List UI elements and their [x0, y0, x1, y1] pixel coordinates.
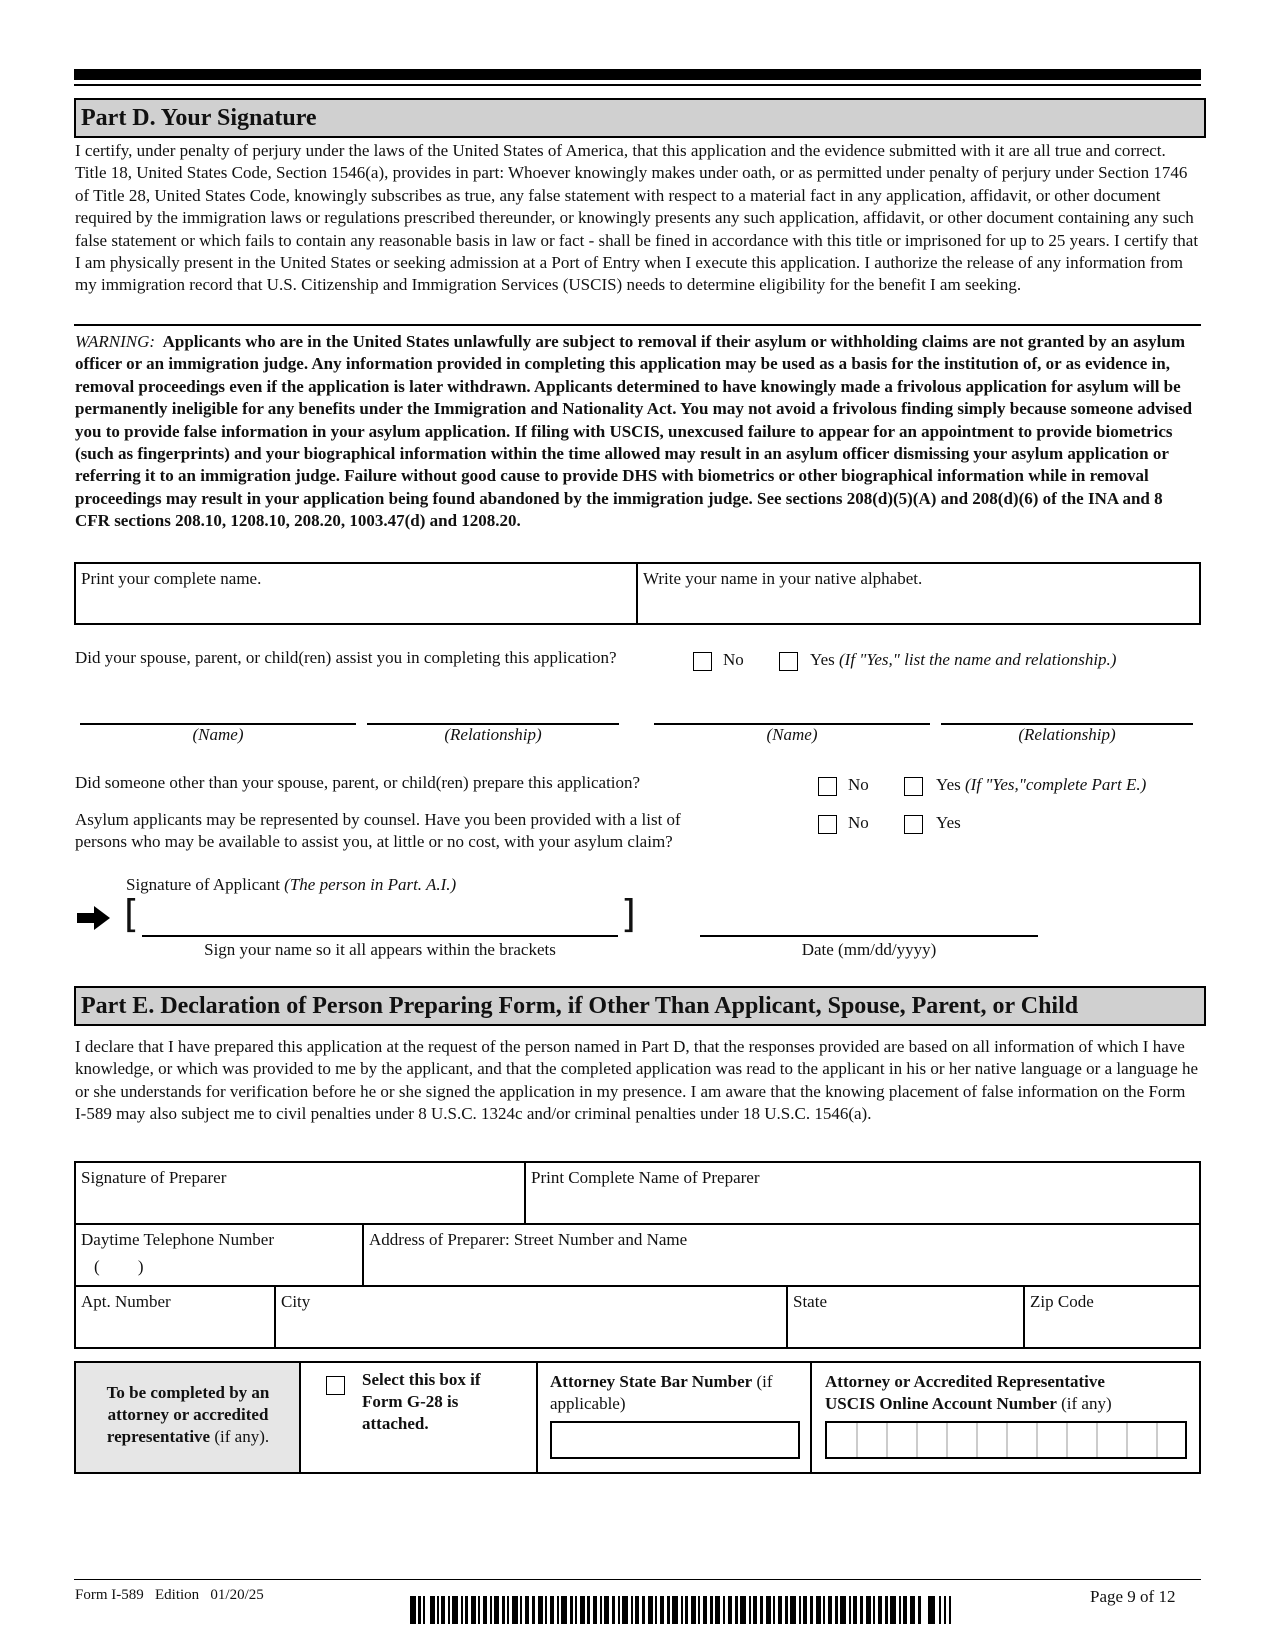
name-caption-1: (Name) — [192, 725, 244, 744]
state-label: State — [793, 1292, 827, 1311]
address-label: Address of Preparer: Street Number and Name — [369, 1230, 688, 1249]
preparer-name-label: Print Complete Name of Preparer — [531, 1168, 760, 1187]
open-bracket: [ — [124, 892, 139, 936]
assist-no-checkbox[interactable] — [693, 652, 712, 671]
prepare-yes-label: Yes (If "Yes,"complete Part E.) — [936, 775, 1147, 794]
barcode-image — [410, 1596, 955, 1624]
form-edition: Form I-589 Edition 01/20/25 — [75, 1587, 264, 1603]
phone-area-code: ( ) — [94, 1257, 144, 1276]
uscis-account-label: Attorney or Accredited Representative USCIS Online Account Number (if any) — [825, 1372, 1112, 1413]
name-caption-2: (Name) — [766, 725, 818, 744]
assist-question: Did your spouse, parent, or child(ren) assist you in completing this application? — [75, 648, 617, 667]
native-name-field[interactable] — [636, 562, 1201, 625]
warning-paragraph — [75, 331, 1200, 533]
counsel-question-line1: Asylum applicants may be represented by counsel. Have you been provided with a list of — [75, 810, 681, 829]
divider — [74, 324, 1201, 326]
state-field[interactable] — [786, 1285, 1025, 1349]
zip-label: Zip Code — [1030, 1292, 1094, 1311]
preparer-signature-label: Signature of Preparer — [81, 1168, 227, 1187]
zip-code-field[interactable] — [1023, 1285, 1201, 1349]
prepare-yes-checkbox[interactable] — [904, 777, 923, 796]
prepare-no-checkbox[interactable] — [818, 777, 837, 796]
assist-yes-checkbox[interactable] — [779, 652, 798, 671]
print-name-field[interactable] — [74, 562, 638, 625]
relationship-caption-1: (Relationship) — [444, 725, 542, 744]
warning-text: Applicants who are in the United States unlawfully are subject to removal if their asylum or withholding claims are not granted by an asylum officer or an immigration judge. Any information provided in completing this application may be used as a basis for the institution of, or as evidence in, removal proceedings even if the application is later withdrawn. Applicants determined to have knowingly made a frivolous application for asylum will be permanently ineligible for any benefits under the Immigration and Nationality Act. You may not avoid a frivolous finding simply because someone advised you to provide false information in your asylum application. If filing with USCIS, unexcused failure to appear for an appointment to provide biometrics (such as fingerprints) and your biographical information within the time allowed may result in an asylum officer dismissing your asylum application or referring it to an immigration judge. Failure without good cause to provide DHS with biometrics or other biographical information while in removal proceedings may result in your application being found abandoned by the immigration judge. See sections 208(d)(5)(A) and 208(d)(6) of the INA and 8 CFR sections 208.10, 1208.10, 208.20, 1003.47(d) and 1208.20. — [75, 332, 1193, 531]
page-number: Page 9 of 12 — [1090, 1587, 1176, 1606]
apt-number-field[interactable] — [74, 1285, 276, 1349]
preparer-signature-field[interactable] — [74, 1161, 526, 1225]
counsel-yes-checkbox[interactable] — [904, 815, 923, 834]
signature-caption: Sign your name so it all appears within the brackets — [204, 940, 556, 959]
bar-number-label: Attorney State Bar Number (if applicable) — [550, 1372, 773, 1413]
phone-label: Daytime Telephone Number — [81, 1230, 274, 1249]
relationship-caption-2: (Relationship) — [1018, 725, 1116, 744]
preparer-address-field[interactable] — [362, 1223, 1201, 1287]
applicant-signature-line[interactable] — [142, 935, 618, 937]
prepare-no-label: No — [848, 775, 869, 794]
attorney-divider-2 — [536, 1361, 538, 1474]
city-field[interactable] — [274, 1285, 788, 1349]
apt-label: Apt. Number — [81, 1292, 171, 1311]
top-thick-rule — [74, 69, 1201, 80]
declaration-paragraph: I declare that I have prepared this application at the request of the person named in Part D, that the responses provided are based on all information of which I have knowledge, or which was provided to me by the applicant, and that the completed application was read to the applicant in his or her native language or a language he or she understands for verification before he or she signed the application in my presence. I am aware that the knowing placement of false information on the Form I-589 may also subject me to civil penalties under 8 U.S.C. 1324c and/or criminal penalties under 18 U.S.C. 1546(a). — [75, 1037, 1199, 1124]
print-name-label: Print your complete name. — [81, 569, 262, 588]
uscis-account-digit-cells — [827, 1423, 1185, 1457]
close-bracket: ] — [621, 892, 636, 936]
assist-no-label: No — [723, 650, 744, 669]
g28-label: Select this box if Form G-28 is attached. — [362, 1370, 481, 1433]
counsel-no-checkbox[interactable] — [818, 815, 837, 834]
part-d-header: Part D. Your Signature — [74, 98, 1206, 138]
attorney-divider-3 — [810, 1361, 812, 1474]
attorney-completed-by: To be completed by an attorney or accredited representative (if any). — [106, 1383, 270, 1446]
part-e-header: Part E. Declaration of Person Preparing Form, if Other Than Applicant, Spouse, Parent, or Child — [74, 986, 1206, 1026]
assist-yes-label: Yes (If "Yes," list the name and relationship.) — [810, 650, 1117, 669]
top-thin-rule — [74, 84, 1201, 86]
counsel-question-line2: persons who may be available to assist you, at little or no cost, with your asylum claim? — [75, 832, 673, 851]
footer-rule — [74, 1579, 1201, 1580]
counsel-yes-label: Yes — [936, 813, 961, 832]
preparer-phone-field[interactable] — [74, 1223, 364, 1287]
arrow-right-icon — [77, 904, 111, 932]
prepare-question: Did someone other than your spouse, parent, or child(ren) prepare this application? — [75, 773, 641, 792]
date-caption: Date (mm/dd/yyyy) — [801, 940, 937, 959]
preparer-name-field[interactable] — [524, 1161, 1201, 1225]
uscis-account-input[interactable] — [825, 1421, 1187, 1459]
city-label: City — [281, 1292, 311, 1311]
native-name-label: Write your name in your native alphabet. — [643, 569, 923, 588]
certify-paragraph: I certify, under penalty of perjury under the laws of the United States of America, that this application and the evidence submitted with it are all true and correct. Title 18, United States Code, Section 1546(a), provides in part: Whoever knowingly makes under oath, or as permitted under penalty of perjury under Section 1746 of Title 28, United States Code, knowingly subscribes as true, any false statement with respect to a material fact in any application, affidavit, or other document required by the immigration laws or regulations prescribed thereunder, or knowingly presents any such application, affidavit, or other document containing any such false statement or which fails to contain any reasonable basis in law or fact - shall be fined in accordance with this title or imprisoned for up to 25 years. I certify that I am physically present in the United States or seeking admission at a Port of Entry when I execute this application. I authorize the release of any information from my immigration record that U.S. Citizenship and Immigration Services (USCIS) needs to determine eligibility for the benefit I am seeking. — [75, 141, 1199, 295]
bar-number-input[interactable] — [550, 1421, 800, 1459]
signature-label: Signature of Applicant (The person in Part. A.I.) — [126, 875, 457, 894]
warning-label: WARNING: — [75, 332, 156, 351]
g28-checkbox[interactable] — [326, 1376, 345, 1395]
date-line[interactable] — [700, 935, 1038, 937]
counsel-no-label: No — [848, 813, 869, 832]
